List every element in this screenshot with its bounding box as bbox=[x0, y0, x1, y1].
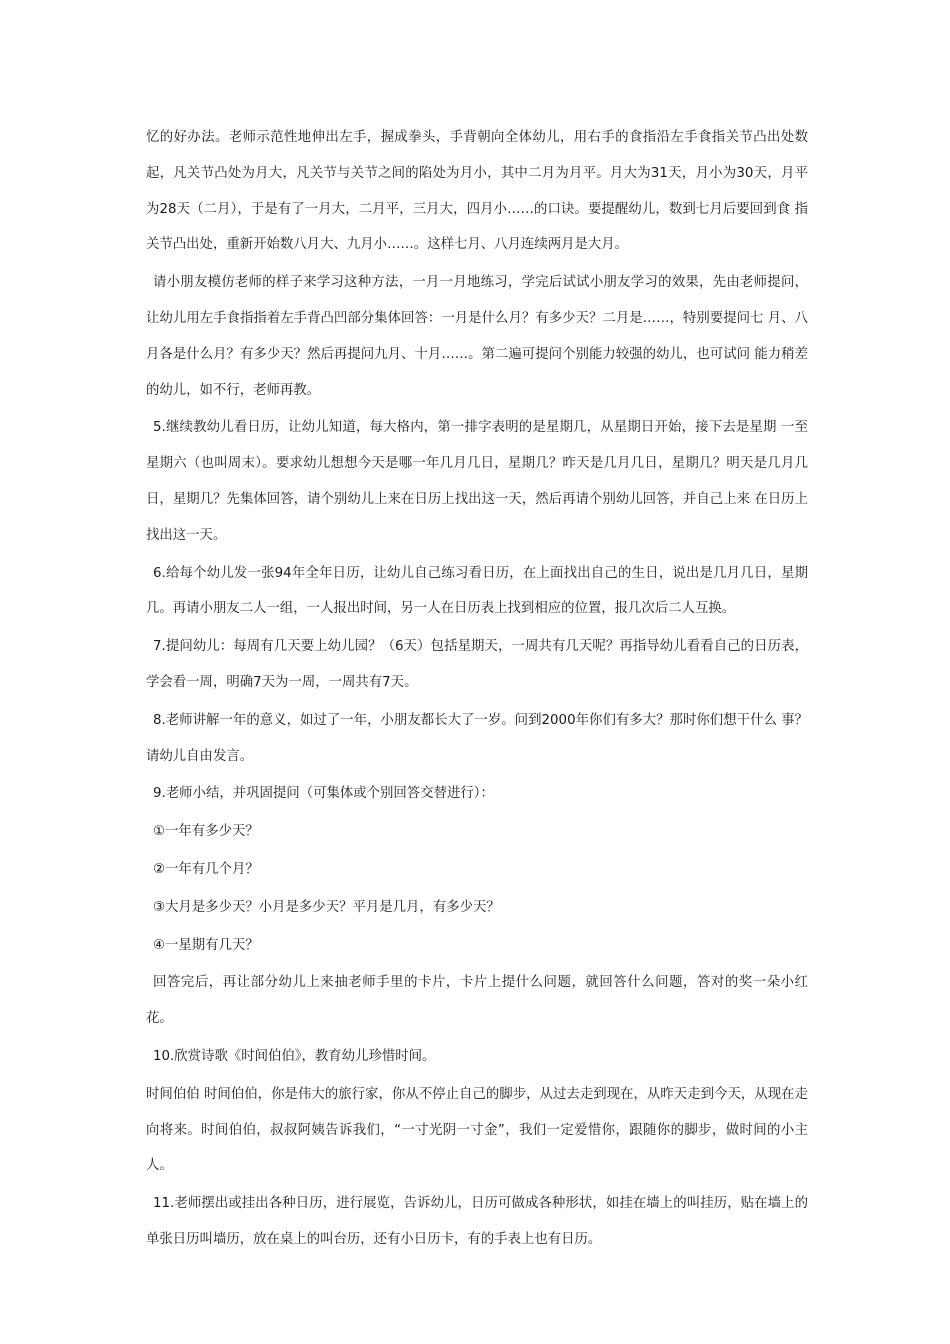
question-item-1: ①一年有多少天？ bbox=[153, 824, 259, 840]
question-item-3: ③大月是多少天？小月是多少天？平月是几月，有多少天？ bbox=[153, 899, 500, 915]
paragraph-step-6: 6.给每个幼儿发一张94年全年日历，让幼儿自己练习看日历，在上面找出自己的生日，说出是几月几日，星期几。再请小朋友二人一组，一人报出时间，另一人在日历表上找到相应的位置，报几次后二人互换。 bbox=[146, 565, 808, 617]
paragraph-poem: 时间伯伯 时间伯伯，你是伟大的旅行家，你从不停止自己的脚步，从过去走到现在，从昨天走到今天，从现在走向将来。时间伯伯，叔叔阿姨告诉我们，“一寸光阴一寸金”，我们一定爱惜你，跟随你的脚步，做时间的小主人。 bbox=[146, 1086, 808, 1174]
document-body bbox=[146, 120, 808, 1260]
paragraph-step-5: 5.继续教幼儿看日历，让幼儿知道，每大格内，第一排字表明的是星期几，从星期日开始，接下去是星期 一至星期六（也叫周末）。要求幼儿想想今天是哪一年几月几日，星期几？昨天是几月几日，星期几？明天是几月几日，星期几？先集体回答，请个别幼儿上来在日历上找出这一天，然后再请个别幼儿回答，并自己上来 在日历上找出这一天。 bbox=[146, 420, 808, 543]
paragraph-imitate-practice: 请小朋友模仿老师的样子来学习这种方法，一月一月地练习，学完后试试小朋友学习的效果，先由老师提问，让幼儿用左手食指指着左手背凸凹部分集体回答：一月是什么月？有多少天？二月是……，特别要提问七 月、八月各是什么月？有多少天？然后再提问九月、十月……。第二遍可提问个别能力较强的幼儿，也可试问 能力稍差的幼儿，如不行，老师再教。 bbox=[146, 275, 808, 398]
paragraph-step-11: 11.老师摆出或挂出各种日历，进行展览，告诉幼儿，日历可做成各种形状，如挂在墙上的叫挂历，贴在墙上的单张日历叫墙历，放在桌上的叫台历，还有小日历卡，有的手表上也有日历。 bbox=[146, 1196, 808, 1247]
question-item-4: ④一星期有几天？ bbox=[153, 937, 259, 953]
paragraph-card-game: 回答完后，再让部分幼儿上来抽老师手里的卡片，卡片上提什么问题，就回答什么问题，答对的奖一朵小红花。 bbox=[146, 975, 808, 1027]
paragraph-memory-method: 忆的好办法。老师示范性地伸出左手，握成拳头，手背朝向全体幼儿，用右手的食指沿左手食指关节凸出处数 起，凡关节凸处为月大，凡关节与关节之间的陷处为月小，其中二月为月平。月大为31天，月小为30天，月平 为28天（二月），于是有了一月大，二月平，三月大，四月小……的口诀。要提醒幼儿，数到七月后要回到食 指关节凸出处，重新开始数八月大、九月小……。这样七月、八月连续两月是大月。 bbox=[146, 130, 808, 253]
paragraph-step-9: 9.老师小结，并巩固提问（可集体或个别回答交替进行）： bbox=[153, 786, 494, 802]
paragraph-step-10: 10.欣赏诗歌《时间伯伯》，教育幼儿珍惜时间。 bbox=[153, 1048, 436, 1064]
paragraph-step-8: 8.老师讲解一年的意义，如过了一年，小朋友都长大了一岁。问到2000年你们有多大？那时你们想干什么 事？请幼儿自由发言。 bbox=[146, 712, 808, 764]
question-item-2: ②一年有几个月？ bbox=[153, 861, 259, 877]
paragraph-step-7: 7.提问幼儿：每周有几天要上幼儿园？（6天）包括星期天，一周共有几天呢？再指导幼儿看看自己的日历表，学会看一周，明确7天为一周，一周共有7天。 bbox=[146, 639, 808, 690]
